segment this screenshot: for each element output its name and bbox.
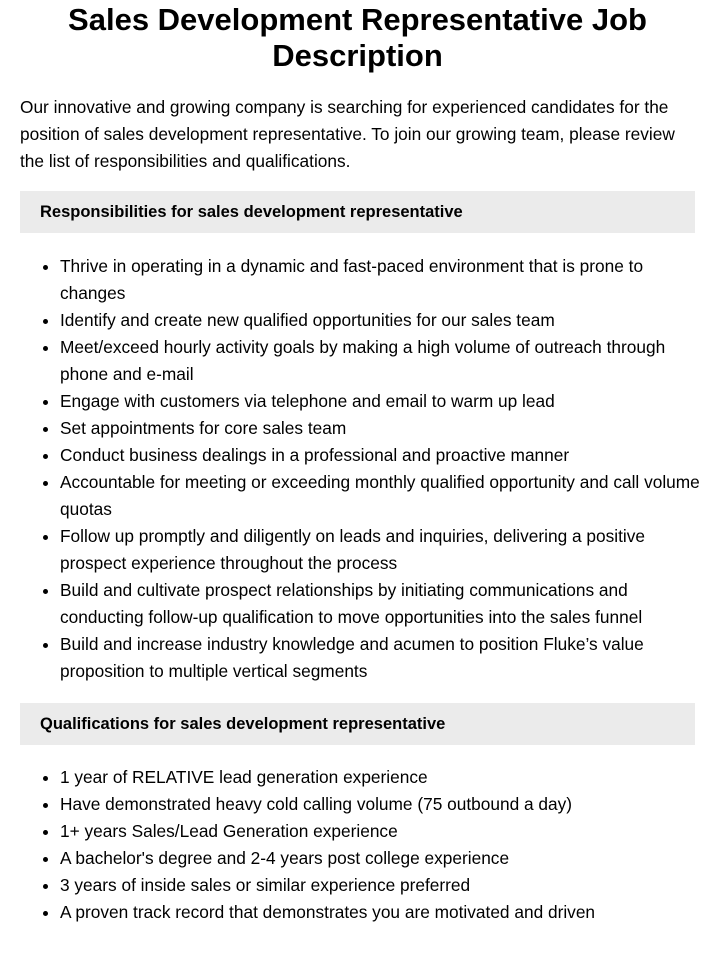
list-item: Accountable for meeting or exceeding monthly qualified opportunity and call volume quotas <box>60 469 705 523</box>
responsibilities-heading: Responsibilities for sales development representative <box>40 202 463 221</box>
list-item: A bachelor's degree and 2-4 years post college experience <box>60 845 705 872</box>
list-item: A proven track record that demonstrates you are motivated and driven <box>60 899 705 926</box>
list-item: 3 years of inside sales or similar experience preferred <box>60 872 705 899</box>
list-item: Build and cultivate prospect relationships by initiating communications and conducting follow-up qualification to move opportunities into the sales funnel <box>60 577 705 631</box>
intro-paragraph: Our innovative and growing company is searching for experienced candidates for the position of sales development representative. To join our growing team, please review the list of responsibilities and qualifications. <box>20 97 675 171</box>
list-item: Have demonstrated heavy cold calling volume (75 outbound a day) <box>60 791 705 818</box>
list-item: Build and increase industry knowledge and acumen to position Fluke’s value proposition to multiple vertical segments <box>60 631 705 685</box>
responsibilities-list <box>20 253 705 685</box>
list-item: 1+ years Sales/Lead Generation experience <box>60 818 705 845</box>
list-item: Set appointments for core sales team <box>60 415 705 442</box>
list-item: Engage with customers via telephone and email to warm up lead <box>60 388 705 415</box>
list-item: 1 year of RELATIVE lead generation experience <box>60 764 705 791</box>
qualifications-heading: Qualifications for sales development representative <box>40 714 446 733</box>
list-item: Identify and create new qualified opportunities for our sales team <box>60 307 705 334</box>
responsibilities-header <box>20 191 695 233</box>
list-item: Thrive in operating in a dynamic and fast-paced environment that is prone to changes <box>60 253 705 307</box>
list-item: Follow up promptly and diligently on leads and inquiries, delivering a positive prospect experience throughout the process <box>60 523 705 577</box>
qualifications-header <box>20 703 695 745</box>
list-item: Meet/exceed hourly activity goals by making a high volume of outreach through phone and e-mail <box>60 334 705 388</box>
list-item: Conduct business dealings in a professional and proactive manner <box>60 442 705 469</box>
page-title: Sales Development Representative Job Description <box>68 2 647 73</box>
qualifications-list <box>20 764 705 926</box>
